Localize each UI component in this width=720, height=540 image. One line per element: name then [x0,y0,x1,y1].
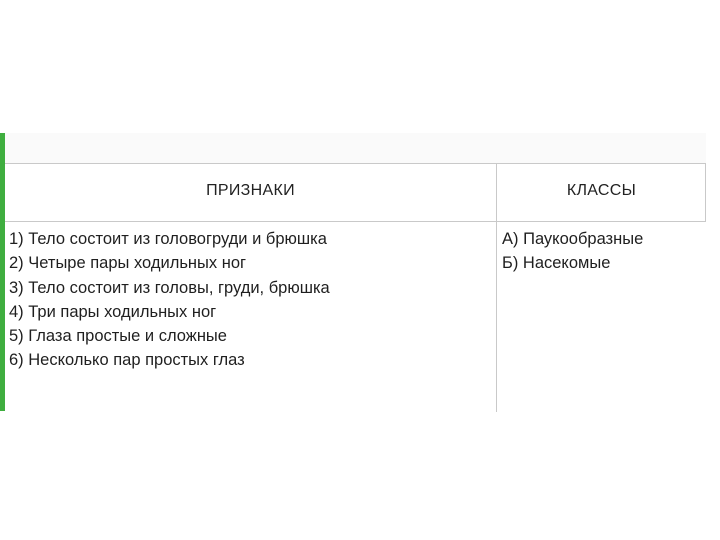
header-classes: КЛАССЫ [566,182,637,199]
class-item: Б) Насекомые [502,254,611,273]
sign-item: 1) Тело состоит из головогруди и брюшка [9,230,327,248]
sign-item: 4) Три пары ходильных ног [9,302,217,321]
header-divider [5,221,706,222]
class-item: А) Паукообразные [502,230,644,248]
top-strip [0,133,706,163]
signs-list [9,227,493,373]
classes-list [502,227,702,276]
sign-item: 5) Глаза простые и сложные [9,327,227,346]
column-divider [496,164,497,412]
matching-table [5,163,706,411]
header-signs: ПРИЗНАКИ [206,182,295,199]
sign-item: 2) Четыре пары ходильных ног [9,254,247,273]
sign-item: 3) Тело состоит из головы, груди, брюшка [9,278,330,297]
sign-item: 6) Несколько пар простых глаз [9,351,245,370]
